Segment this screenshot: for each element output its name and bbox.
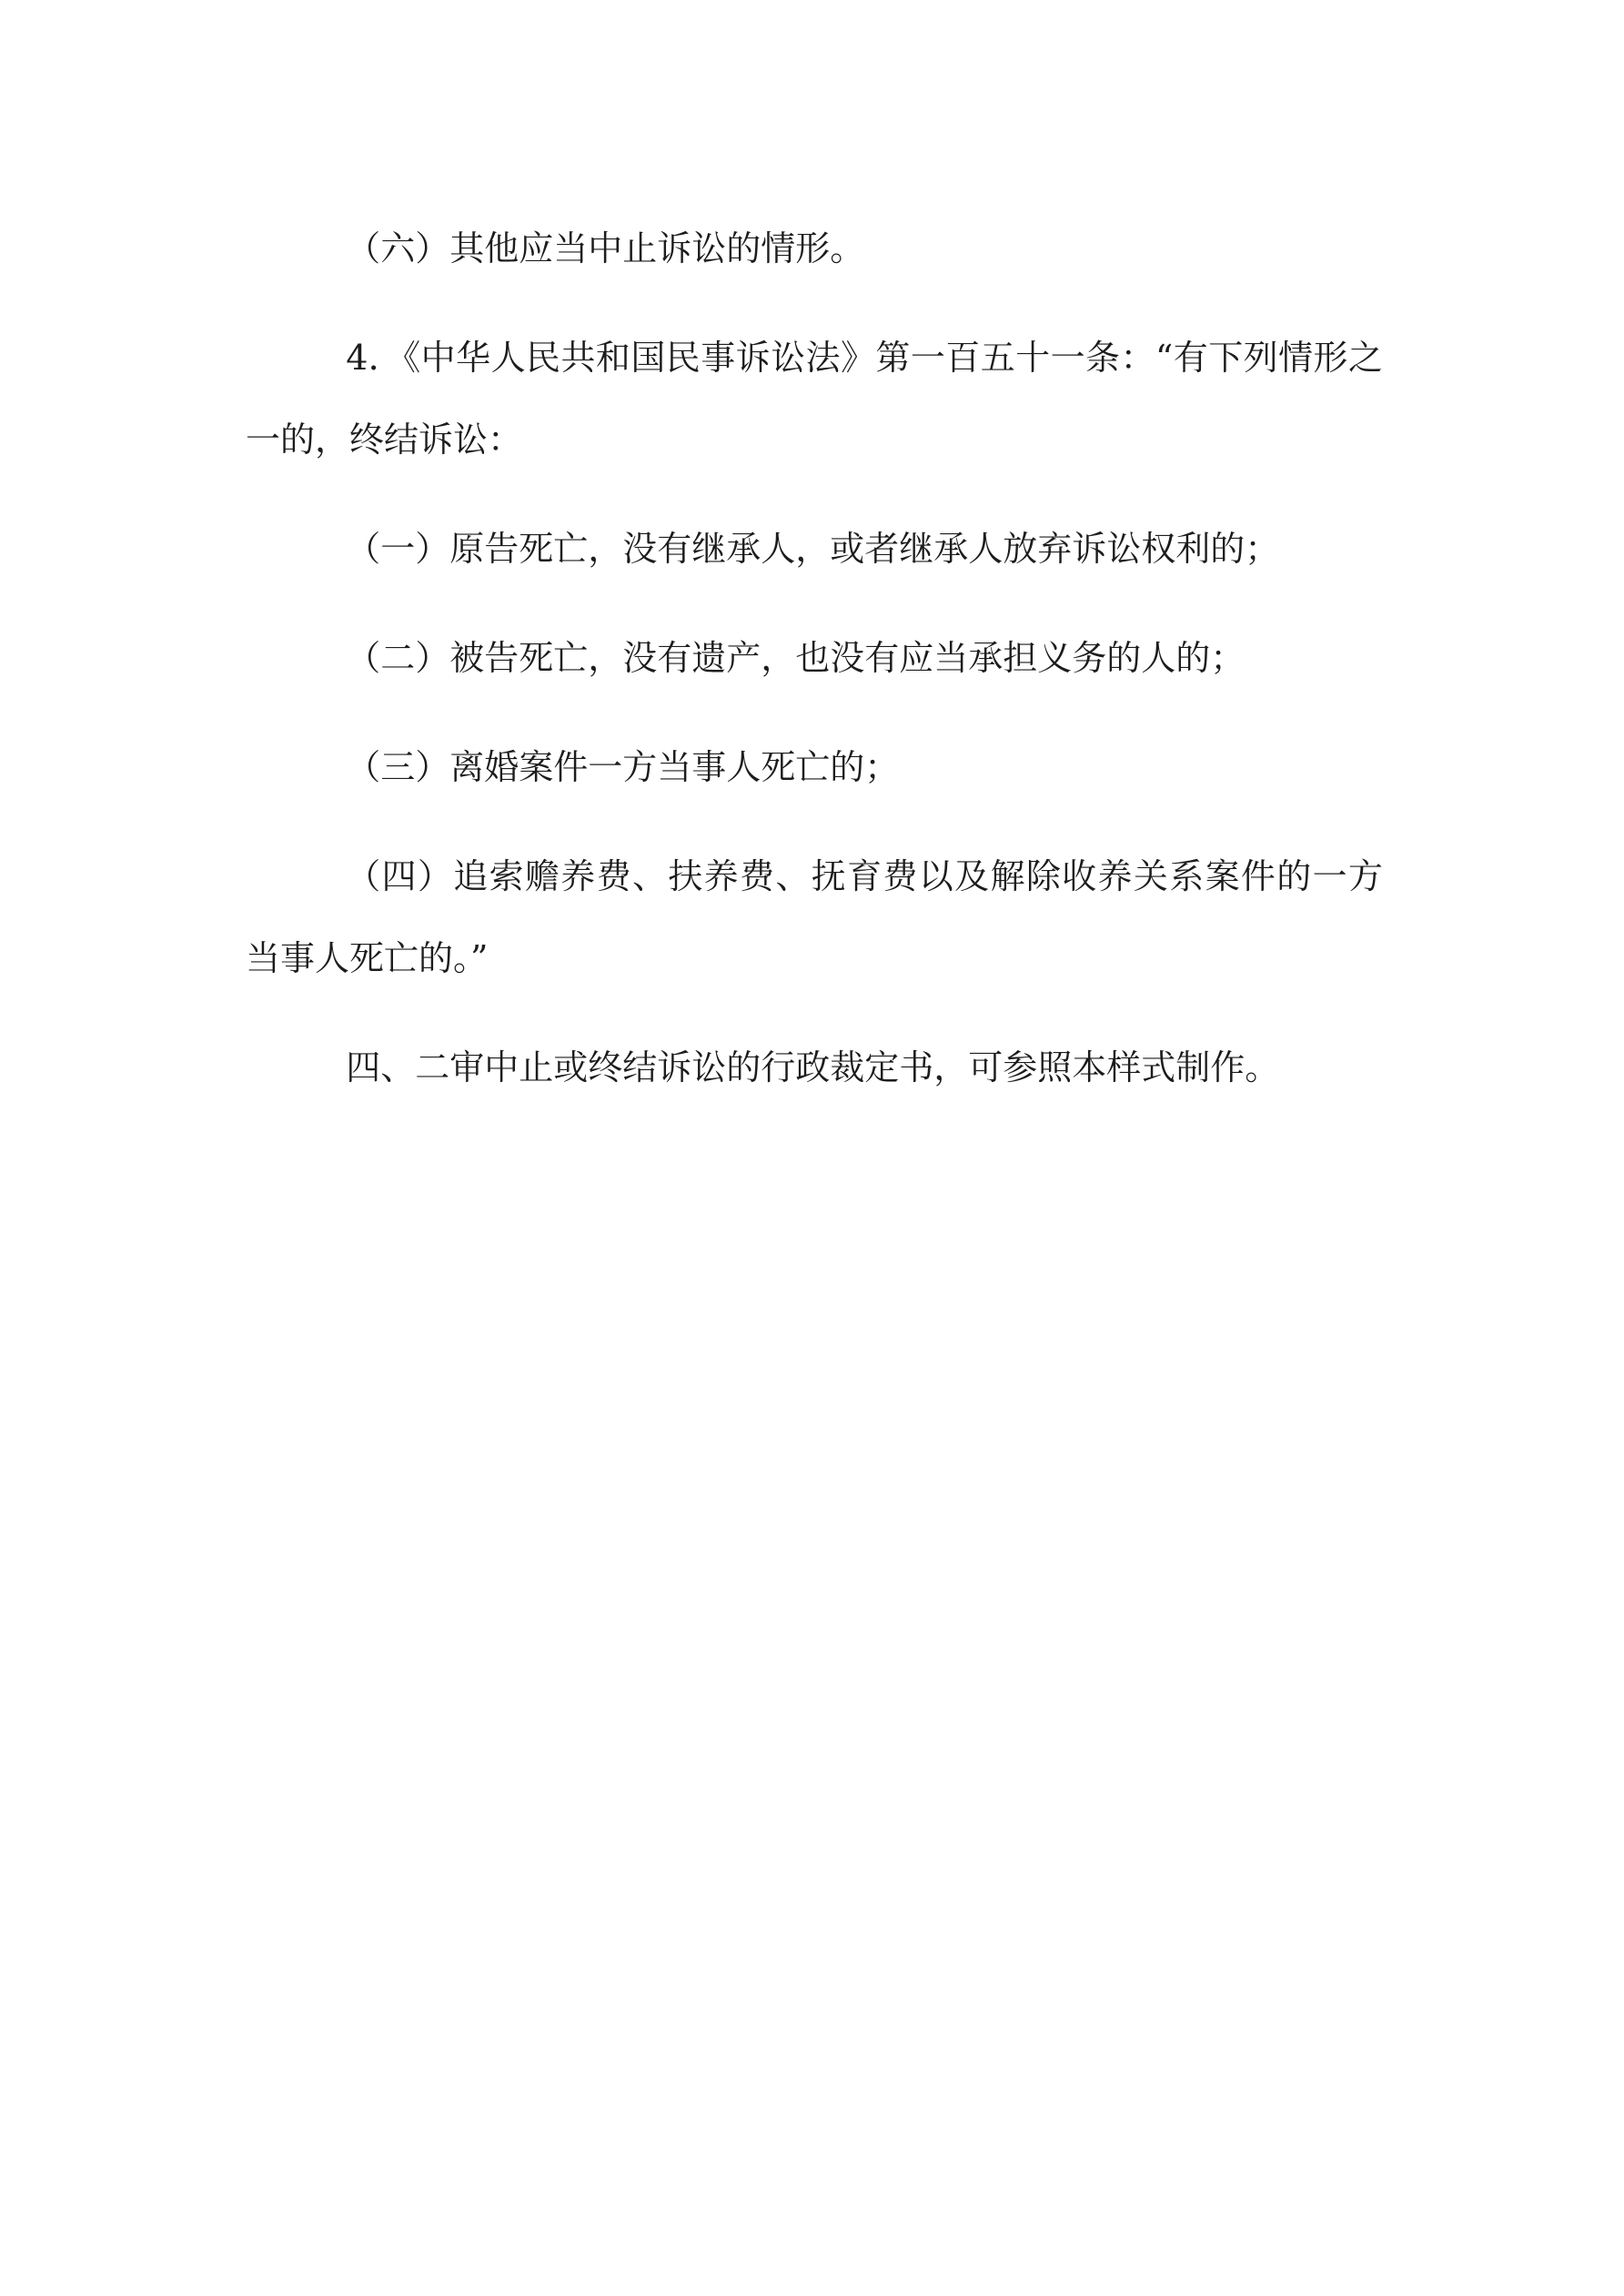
paragraph-civil-procedure-article-151: 4．《中华人民共和国民事诉讼法》第一百五十一条：“有下列情形之一的，终结诉讼： xyxy=(246,338,1383,460)
paragraph-termination-item-2: （二）被告死亡，没有遗产，也没有应当承担义务的人的； xyxy=(346,638,1246,678)
paragraph-termination-item-1: （一）原告死亡，没有继承人，或者继承人放弃诉讼权利的； xyxy=(346,529,1280,569)
paragraph-termination-item-3: （三）离婚案件一方当事人死亡的； xyxy=(346,747,900,787)
document-body xyxy=(246,207,1383,1136)
paragraph-section-four: 四、二审中止或终结诉讼的行政裁定书，可参照本样式制作。 xyxy=(346,1047,1280,1087)
paragraph-suspension-item-6: （六）其他应当中止诉讼的情形。 xyxy=(346,228,865,268)
paragraph-termination-item-4: （四）追索赡养费、扶养费、抚育费以及解除收养关系案件的一方当事人死亡的。” xyxy=(246,856,1383,978)
